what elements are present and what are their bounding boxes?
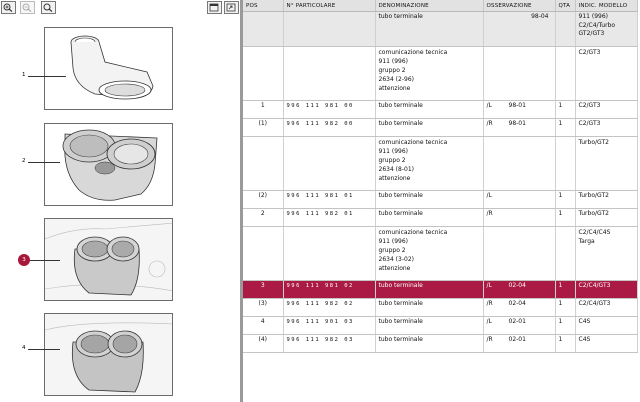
remark-date: 98-01 [508, 120, 526, 127]
remark-side: /L [486, 282, 492, 289]
cell-quantity [555, 299, 575, 317]
col-pos[interactable]: POS [243, 0, 283, 12]
cell-quantity-text: 1 [558, 300, 563, 307]
cell-remarks [483, 227, 555, 281]
cell-model-text: C2/C4/GT3 [578, 300, 611, 307]
leader-line [28, 76, 66, 77]
table-row-note[interactable] [243, 47, 637, 101]
leader-line [28, 162, 60, 163]
table-header [243, 0, 637, 12]
remark-date: 02-04 [508, 300, 526, 307]
exhaust-tip-illustration [45, 219, 173, 301]
cell-description [375, 119, 483, 137]
table-row[interactable] [243, 12, 637, 47]
cell-remarks [483, 335, 555, 353]
cell-quantity [555, 317, 575, 335]
cell-remarks [483, 12, 555, 47]
cell-description [375, 281, 483, 299]
cell-model [575, 281, 637, 299]
cell-remarks [483, 101, 555, 119]
cell-model [575, 47, 637, 101]
cell-pos [243, 281, 283, 299]
cell-pos [243, 119, 283, 137]
cell-remarks [483, 47, 555, 101]
figure-label: 1 [22, 72, 26, 78]
cell-description-text: gruppo 2 [378, 67, 406, 74]
col-description[interactable]: DENOMINAZIONE [375, 0, 483, 12]
cell-part-number [283, 317, 375, 335]
cell-part-number-text: 996 111 982 00 [286, 121, 354, 127]
cell-quantity-text: 1 [558, 120, 563, 127]
cell-remarks [483, 137, 555, 191]
cell-remarks [483, 299, 555, 317]
cell-part-number [283, 191, 375, 209]
cell-remarks [483, 119, 555, 137]
cell-pos-text: (4) [258, 336, 267, 343]
search-button[interactable] [41, 1, 56, 14]
remark-date: 02-04 [508, 282, 526, 289]
cell-model-text: Turbo/GT2 [578, 210, 609, 217]
cell-part-number [283, 47, 375, 101]
cell-model [575, 137, 637, 191]
cell-description-text: comunicazione tecnica [378, 229, 448, 236]
exhaust-tip-illustration [45, 124, 173, 206]
cell-model [575, 12, 637, 47]
cell-part-number [283, 119, 375, 137]
remark-date: 98-04 [531, 13, 549, 20]
cell-quantity [555, 281, 575, 299]
cell-pos [243, 335, 283, 353]
illustration-pane [0, 0, 240, 402]
cell-model-text: C2/C4/Turbo [578, 21, 616, 29]
cell-part-number [283, 101, 375, 119]
cell-quantity [555, 137, 575, 191]
cell-quantity [555, 227, 575, 281]
zoom-out-button[interactable] [20, 1, 35, 14]
cell-description-text: tubo terminale [378, 192, 423, 199]
cell-description-text: tubo terminale [378, 336, 423, 343]
exhaust-tip-illustration [45, 314, 173, 396]
figure-3[interactable] [44, 218, 173, 301]
cell-description-text: attenzione [378, 85, 411, 92]
cell-pos-text: 3 [260, 282, 265, 289]
cell-description-text: comunicazione tecnica [378, 49, 448, 56]
cell-description-text: attenzione [378, 175, 411, 182]
figure-2[interactable] [44, 123, 173, 206]
cell-description-text: tubo terminale [378, 210, 423, 217]
table-row[interactable] [243, 119, 637, 137]
figure-1[interactable] [44, 27, 173, 110]
exhaust-tip-illustration [45, 28, 173, 110]
cell-remarks [483, 191, 555, 209]
cell-model-text: Targa [578, 238, 595, 245]
zoom-out-icon [22, 3, 33, 12]
table-row-note[interactable] [243, 227, 637, 281]
cell-pos [243, 317, 283, 335]
figure-label: 2 [22, 158, 26, 164]
cell-quantity-text: 1 [558, 336, 563, 343]
cell-pos [243, 47, 283, 101]
cell-model-text: C2/C4/C4S [578, 229, 611, 236]
remark-side: /L [486, 102, 492, 109]
cell-model [575, 119, 637, 137]
cell-model [575, 299, 637, 317]
zoom-in-button[interactable] [1, 1, 16, 14]
cell-description-text: attenzione [378, 265, 411, 272]
remark-side: /R [486, 120, 493, 127]
cell-quantity [555, 12, 575, 47]
zoom-in-icon [3, 3, 14, 12]
remark-side: /R [486, 336, 493, 343]
table-row[interactable] [243, 299, 637, 317]
figure-label: 4 [22, 345, 26, 351]
cell-description [375, 299, 483, 317]
remark-side: /R [486, 300, 493, 307]
cell-part-number-text: 996 111 982 03 [286, 337, 354, 343]
resize-button[interactable] [224, 1, 239, 14]
cell-description [375, 101, 483, 119]
cell-description [375, 137, 483, 191]
remark-side: /L [486, 192, 492, 199]
cell-part-number-text: 996 111 981 02 [286, 283, 354, 289]
cell-quantity-text: 1 [558, 102, 563, 109]
cell-pos [243, 227, 283, 281]
cell-model-text: C2/C4/GT3 [578, 282, 611, 289]
cell-model-text: C2/GT3 [578, 102, 601, 109]
resize-icon [226, 3, 237, 12]
cell-model-text: C2/GT3 [578, 49, 601, 56]
search-icon [43, 3, 54, 12]
cell-pos [243, 209, 283, 227]
cell-model [575, 101, 637, 119]
cell-model-text: GT2/GT3 [578, 30, 605, 37]
remark-date: 02-01 [508, 318, 526, 325]
table-row[interactable] [243, 101, 637, 119]
cell-pos [243, 101, 283, 119]
cell-quantity [555, 101, 575, 119]
figure-label-selected: 3 [18, 254, 30, 266]
window-icon [209, 3, 220, 12]
cell-description-text: tubo terminale [378, 102, 423, 109]
cell-description-text: gruppo 2 [378, 157, 406, 164]
cell-description [375, 335, 483, 353]
cell-description-text: tubo terminale [378, 318, 423, 325]
cell-pos-text: (1) [258, 120, 267, 127]
window-button[interactable] [207, 1, 222, 14]
cell-pos-text: 2 [260, 210, 265, 217]
cell-pos-text: (3) [258, 300, 267, 307]
cell-part-number [283, 137, 375, 191]
cell-quantity [555, 209, 575, 227]
cell-model [575, 317, 637, 335]
cell-pos [243, 299, 283, 317]
cell-description [375, 191, 483, 209]
cell-remarks [483, 281, 555, 299]
cell-model-text: C2/GT3 [578, 120, 601, 127]
cell-pos [243, 137, 283, 191]
toolbar [0, 0, 240, 16]
cell-part-number [283, 335, 375, 353]
cell-description-text: 911 (996) [378, 238, 408, 245]
cell-part-number [283, 281, 375, 299]
parts-table [243, 0, 638, 353]
cell-description-text: tubo terminale [378, 282, 423, 289]
table-row[interactable] [243, 317, 637, 335]
figure-4[interactable] [44, 313, 173, 396]
cell-description-text: 2634 (3-02) [378, 256, 414, 263]
cell-model [575, 227, 637, 281]
cell-model [575, 191, 637, 209]
cell-part-number [283, 209, 375, 227]
cell-remarks [483, 209, 555, 227]
col-part-number[interactable]: N° PARTICOLARE [283, 0, 375, 12]
cell-quantity-text: 1 [558, 210, 563, 217]
cell-model-text: Turbo/GT2 [578, 139, 609, 146]
table-row[interactable] [243, 335, 637, 353]
leader-line [30, 260, 60, 261]
cell-pos [243, 191, 283, 209]
cell-description-text: 911 (996) [378, 148, 408, 155]
cell-description [375, 317, 483, 335]
cell-pos-text: (2) [258, 192, 267, 199]
cell-description [375, 12, 483, 47]
table-row[interactable] [243, 191, 637, 209]
cell-remarks [483, 317, 555, 335]
cell-description-text: gruppo 2 [378, 247, 406, 254]
table-row[interactable] [243, 281, 637, 299]
cell-quantity-text: 1 [558, 318, 563, 325]
cell-description [375, 47, 483, 101]
cell-part-number [283, 299, 375, 317]
cell-part-number-text: 996 111 981 00 [286, 103, 354, 109]
cell-description [375, 209, 483, 227]
cell-part-number-text: 996 111 982 01 [286, 211, 354, 217]
cell-part-number-text: 996 111 901 03 [286, 319, 354, 325]
cell-model-text: 911 (996) [578, 13, 608, 20]
cell-model [575, 335, 637, 353]
cell-quantity [555, 335, 575, 353]
col-model[interactable]: INDIC. MODELLO [575, 0, 637, 12]
cell-description-text: tubo terminale [378, 13, 423, 20]
cell-part-number [283, 12, 375, 47]
cell-quantity [555, 47, 575, 101]
cell-model-text: Turbo/GT2 [578, 192, 609, 199]
cell-model [575, 209, 637, 227]
cell-part-number-text: 996 111 981 01 [286, 193, 354, 199]
remark-side: /L [486, 318, 492, 325]
remark-date: 98-01 [508, 102, 526, 109]
cell-quantity-text: 1 [558, 282, 563, 289]
leader-line [28, 349, 60, 350]
cell-description-text: tubo terminale [378, 300, 423, 307]
cell-description-text: 2634 (2-96) [378, 76, 414, 83]
cell-description-text: 2634 (8-01) [378, 166, 414, 173]
cell-description-text: 911 (996) [378, 58, 408, 65]
cell-quantity [555, 191, 575, 209]
cell-description-text: comunicazione tecnica [378, 139, 448, 146]
cell-description-text: tubo terminale [378, 120, 423, 127]
cell-pos-text: 4 [260, 318, 265, 325]
cell-model-text: C4S [578, 318, 591, 325]
remark-date: 02-01 [508, 336, 526, 343]
cell-description [375, 227, 483, 281]
cell-part-number-text: 996 111 982 02 [286, 301, 354, 307]
cell-quantity-text: 1 [558, 192, 563, 199]
cell-part-number [283, 227, 375, 281]
cell-quantity [555, 119, 575, 137]
cell-model-text: C4S [578, 336, 591, 343]
cell-pos [243, 12, 283, 47]
remark-side: /R [486, 210, 493, 217]
table-row[interactable] [243, 209, 637, 227]
col-quantity[interactable]: QTA [555, 0, 575, 12]
table-row-note[interactable] [243, 137, 637, 191]
cell-pos-text: 1 [260, 102, 265, 109]
parts-list-pane [243, 0, 640, 402]
col-remarks[interactable]: OSSERVAZIONE [483, 0, 555, 12]
